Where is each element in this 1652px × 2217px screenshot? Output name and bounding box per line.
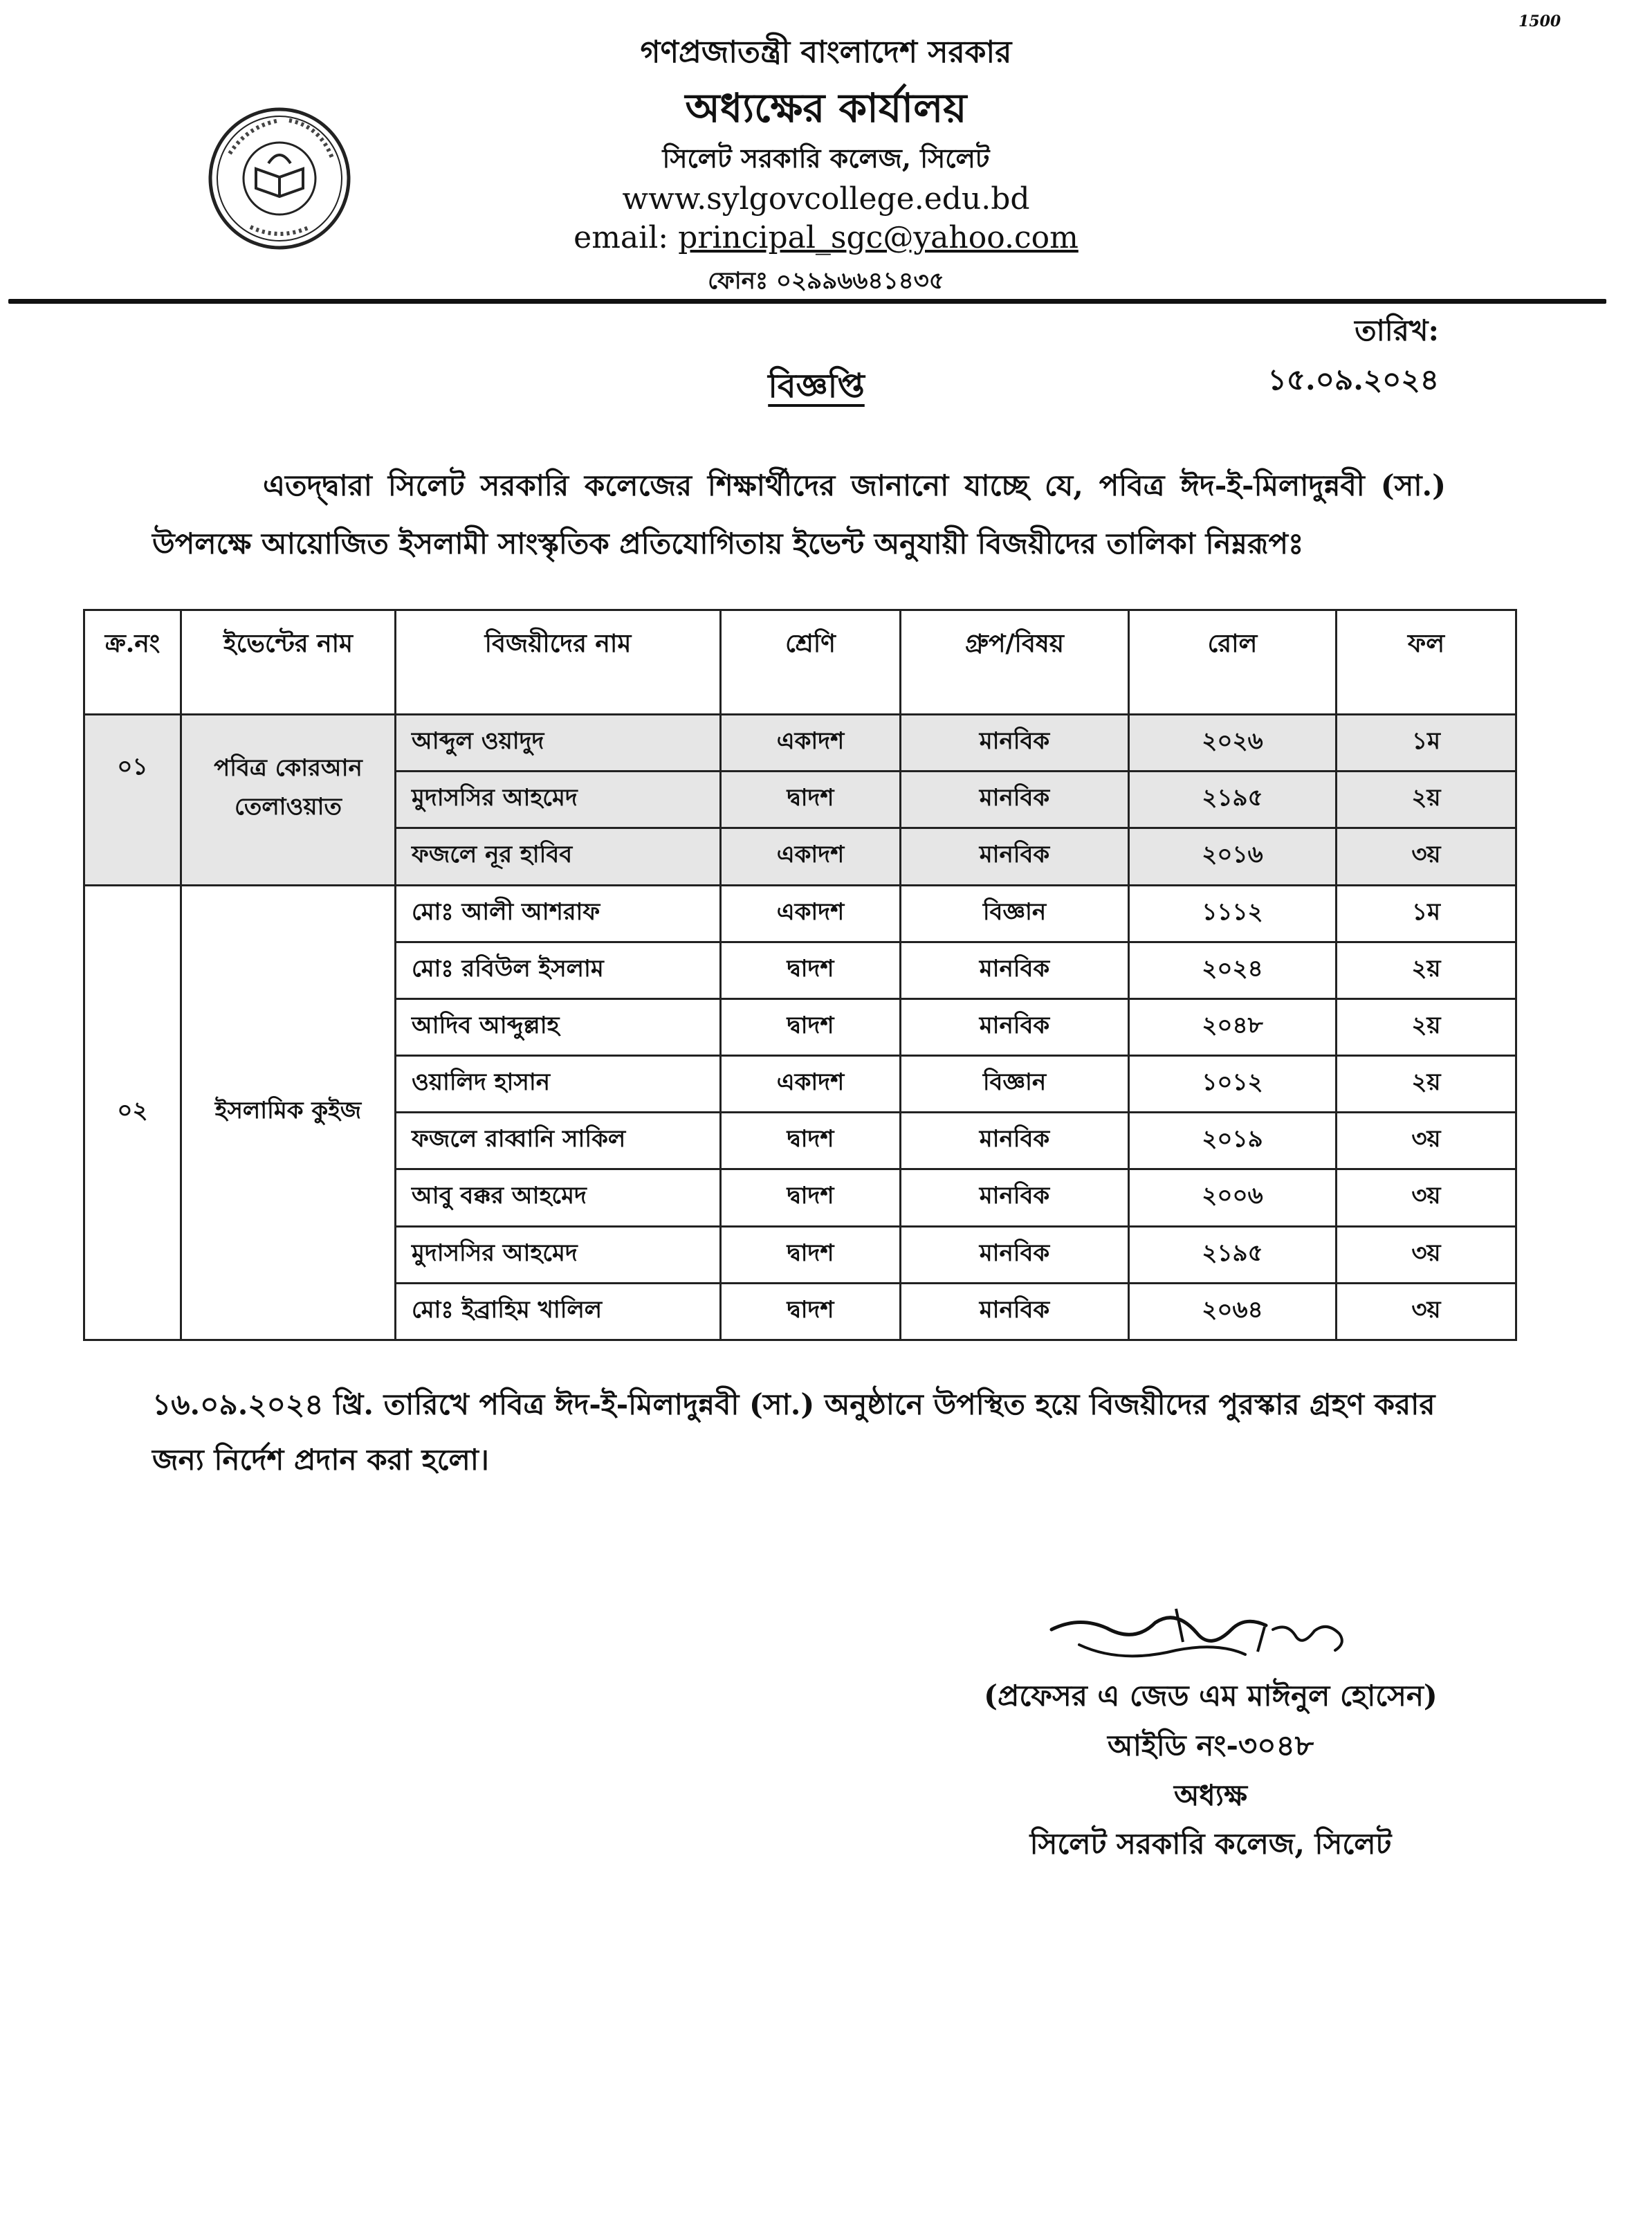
winner-roll: ২১৯৫ [1129, 772, 1337, 828]
email-label: email: [573, 220, 669, 255]
notice-date: তারিখ: ১৫.০৯.২০২৪ [1267, 313, 1439, 396]
winner-class: দ্বাদশ [721, 1169, 901, 1226]
winner-result: ২য় [1337, 1056, 1516, 1113]
event-serial: ০২ [84, 885, 181, 1340]
winner-class: দ্বাদশ [721, 1283, 901, 1340]
winner-roll: ২০১৯ [1129, 1113, 1337, 1169]
signatory-college: সিলেট সরকারি কলেজ, সিলেট [1029, 1827, 1392, 1861]
winner-result: ৩য় [1337, 1226, 1516, 1283]
page-number: 1500 [1518, 12, 1561, 30]
winner-roll: ২১৯৫ [1129, 1226, 1337, 1283]
winner-roll: ২০০৬ [1129, 1169, 1337, 1226]
phone-number: ফোনঃ ০২৯৯৬৬৪১৪৩৫ [708, 267, 944, 295]
winner-group: মানবিক [901, 1226, 1129, 1283]
header-class: শ্রেণি [721, 610, 901, 715]
winner-class: একাদশ [721, 885, 901, 942]
winner-name: মুদাসসির আহমেদ [396, 1226, 721, 1283]
winner-name: ফজলে নূর হাবিব [396, 828, 721, 885]
header-winner-name: বিজয়ীদের নাম [396, 610, 721, 715]
signatory-name: (প্রফেসর এ জেড এম মাঈনুল হোসেন) [984, 1679, 1438, 1713]
winner-result: ১ম [1337, 885, 1516, 942]
winner-name: আবু বক্কর আহমেদ [396, 1169, 721, 1226]
winner-group: মানবিক [901, 715, 1129, 772]
winner-result: ১ম [1337, 715, 1516, 772]
event-name: পবিত্র কোরআন তেলাওয়াত [181, 715, 396, 886]
winner-result: ২য় [1337, 772, 1516, 828]
table-row [84, 885, 1516, 942]
email-link[interactable]: principal_sgc@yahoo.com [678, 220, 1079, 255]
winner-result: ২য় [1337, 998, 1516, 1055]
table-row [84, 715, 1516, 772]
header-event: ইভেন্টের নাম [181, 610, 396, 715]
signatory-id: আইডি নং-৩০৪৮ [1107, 1728, 1314, 1762]
winner-name: আব্দুল ওয়াদুদ [396, 715, 721, 772]
winner-group: মানবিক [901, 828, 1129, 885]
winner-name: ফজলে রাব্বানি সাকিল [396, 1113, 721, 1169]
website-link[interactable]: www.sylgovcollege.edu.bd [622, 181, 1030, 217]
winner-class: দ্বাদশ [721, 1113, 901, 1169]
email-line [411, 220, 1241, 255]
header-result: ফল [1337, 610, 1516, 715]
winner-group: মানবিক [901, 1113, 1129, 1169]
winner-class: দ্বাদশ [721, 772, 901, 828]
winner-name: মোঃ ইব্রাহিম খালিল [396, 1283, 721, 1340]
notice-title [623, 361, 1010, 416]
winner-class: দ্বাদশ [721, 998, 901, 1055]
winner-roll: ২০৬৪ [1129, 1283, 1337, 1340]
government-title: গণপ্রজাতন্ত্রী বাংলাদেশ সরকার [640, 35, 1012, 70]
winner-class: একাদশ [721, 1056, 901, 1113]
college-seal-logo [206, 105, 353, 252]
principal-signature [1038, 1602, 1356, 1678]
office-title: অধ্যক্ষের কার্যালয় [685, 84, 967, 131]
winner-roll: ২০১৬ [1129, 828, 1337, 885]
event-serial: ০১ [84, 715, 181, 886]
signatory-designation: অধ্যক্ষ [1173, 1778, 1248, 1812]
instruction-paragraph: ১৬.০৯.২০২৪ খ্রি. তারিখে পবিত্র ঈদ-ই-মিলাদুন্নবী (সা.) অনুষ্ঠানে উপস্থিত হয়ে বিজয়ীদের পুরস্কার গ্রহণ করার জন্য নির্দেশ প্রদান করা হলো। [152, 1387, 1435, 1477]
winner-result: ৩য় [1337, 1113, 1516, 1169]
winner-group: বিজ্ঞান [901, 1056, 1129, 1113]
winner-result: ৩য় [1337, 1169, 1516, 1226]
header-serial: ক্র.নং [84, 610, 181, 715]
header-divider [8, 299, 1606, 304]
winners-table [83, 609, 1517, 1341]
winner-result: ২য় [1337, 942, 1516, 998]
winner-roll: ২০২৪ [1129, 942, 1337, 998]
college-name: সিলেট সরকারি কলেজ, সিলেট [662, 143, 990, 174]
winner-class: একাদশ [721, 715, 901, 772]
header-group: গ্রুপ/বিষয় [901, 610, 1129, 715]
winner-roll: ১০১২ [1129, 1056, 1337, 1113]
winner-group: মানবিক [901, 942, 1129, 998]
winner-roll: ১১১২ [1129, 885, 1337, 942]
winner-name: আদিব আব্দুল্লাহ [396, 998, 721, 1055]
winner-name: মুদাসসির আহমেদ [396, 772, 721, 828]
winner-result: ৩য় [1337, 1283, 1516, 1340]
notice-title-text: বিজ্ঞপ্তি [768, 367, 865, 405]
winner-class: একাদশ [721, 828, 901, 885]
winner-roll: ২০৪৮ [1129, 998, 1337, 1055]
winner-class: দ্বাদশ [721, 1226, 901, 1283]
winner-group: মানবিক [901, 1283, 1129, 1340]
winner-group: মানবিক [901, 998, 1129, 1055]
winner-result: ৩য় [1337, 828, 1516, 885]
winner-name: ওয়ালিদ হাসান [396, 1056, 721, 1113]
winner-name: মোঃ রবিউল ইসলাম [396, 942, 721, 998]
intro-paragraph: এতদ্‌দ্বারা সিলেট সরকারি কলেজের শিক্ষার্থীদের জানানো যাচ্ছে যে, পবিত্র ঈদ-ই-মিলাদুন্নবী (সা.) উপলক্ষে আয়োজিত ইসলামী সাংস্কৃতিক প্রতিযোগিতায় ইভেন্ট অনুযায়ী বিজয়ীদের তালিকা নিম্নরূপঃ [152, 468, 1446, 560]
header-roll: রোল [1129, 610, 1337, 715]
winner-group: মানবিক [901, 772, 1129, 828]
winner-name: মোঃ আলী আশরাফ [396, 885, 721, 942]
winner-group: মানবিক [901, 1169, 1129, 1226]
winner-group: বিজ্ঞান [901, 885, 1129, 942]
winner-roll: ২০২৬ [1129, 715, 1337, 772]
winner-class: দ্বাদশ [721, 942, 901, 998]
table-header-row [84, 610, 1516, 715]
event-name: ইসলামিক কুইজ [181, 885, 396, 1340]
